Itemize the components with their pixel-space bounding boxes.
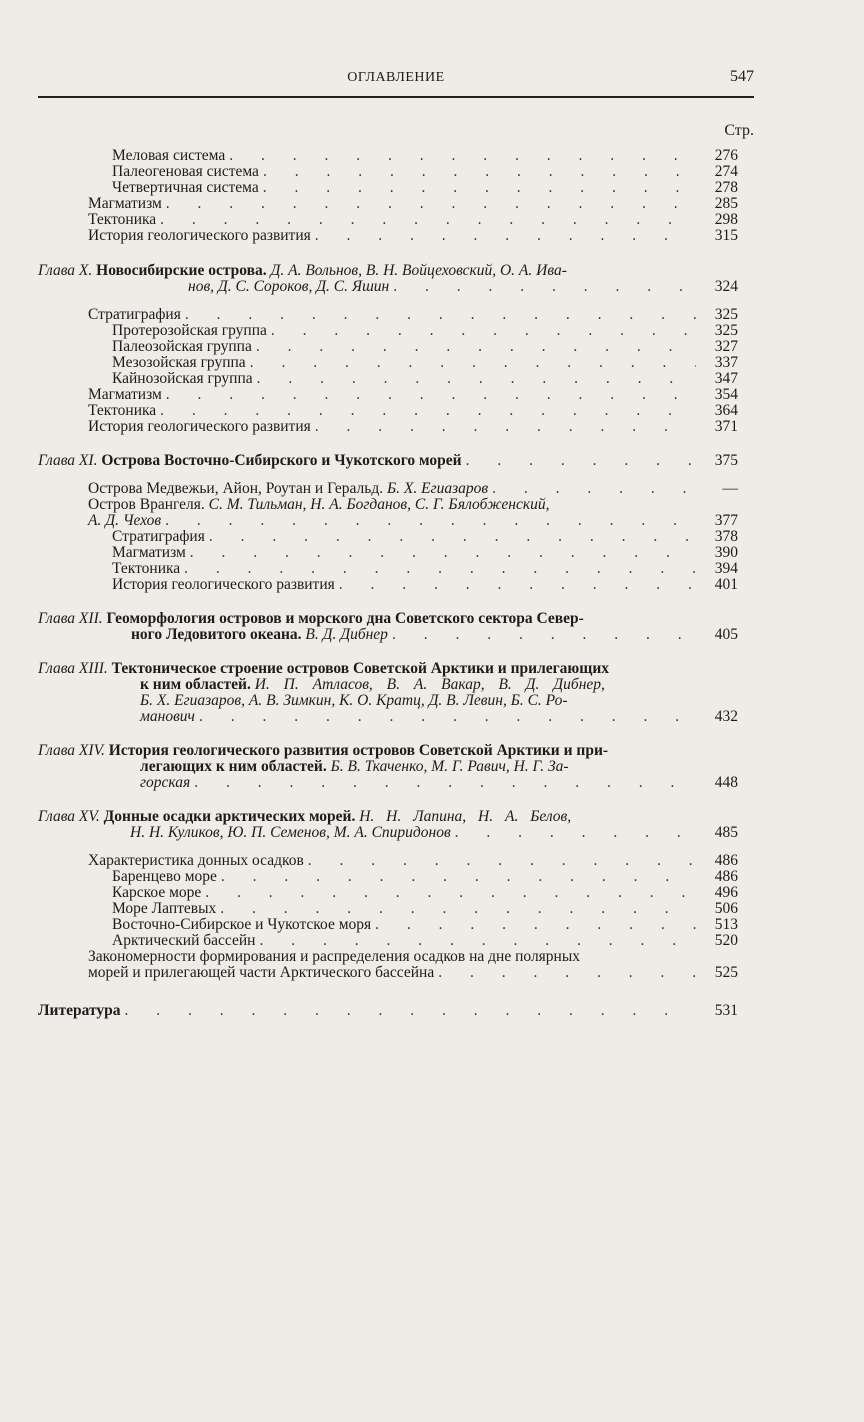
entry-authors: Б. Х. Егиазаров (386, 480, 489, 497)
toc-entry-line (38, 497, 738, 513)
chapter-title: легающих к ним областей. (140, 758, 327, 775)
entry-page: 496 (714, 884, 738, 901)
entry-title: Литература (38, 1002, 121, 1019)
entry-title: Восточно-Сибирское и Чукотское моря (112, 916, 372, 933)
entry-page: 285 (714, 195, 738, 212)
leader-dots (165, 513, 696, 529)
chapter-heading (38, 262, 738, 279)
leader-dots (257, 371, 696, 387)
entry-page: — (722, 480, 738, 497)
chapter-x (38, 262, 738, 435)
entry-page: 371 (714, 418, 738, 435)
entry-page: 485 (714, 824, 738, 841)
entry-page: 520 (714, 932, 738, 949)
entry-title: Четвертичная система (112, 179, 259, 196)
entry-page: 274 (714, 163, 738, 180)
toc-entry (38, 419, 738, 435)
chapter-title-cont (140, 677, 605, 693)
chapter-authors: Б. В. Ткаченко, М. Г. Равич, Н. Г. За- (330, 758, 569, 775)
chapter-title: Донные осадки арктических морей. (103, 808, 356, 825)
toc-entry (38, 965, 738, 981)
leader-dots (229, 148, 696, 164)
chapter-title: Тектоническое строение островов Советской Арктики и прилегающих (111, 660, 610, 677)
toc-entry (38, 196, 738, 212)
chapter-heading (38, 611, 738, 627)
chapter-xiv (38, 743, 738, 791)
entry-title-text: Остров Врангеля. (88, 496, 205, 513)
leader-dots (205, 885, 696, 901)
chapter-heading-line (38, 759, 738, 775)
leader-dots (166, 387, 696, 403)
chapter-authors: И. П. Атласов, В. А. Вакар, В. Д. Дибнер, (254, 676, 605, 693)
entry-page: 278 (714, 179, 738, 196)
chapter-title-cont (140, 759, 569, 775)
header-rule (38, 96, 754, 98)
entry-title: морей и прилегающей части Арктического бассейна (88, 964, 435, 981)
entry-title: Тектоника (88, 402, 157, 419)
entry-page: 377 (714, 512, 738, 529)
entry-title: Тектоника (112, 560, 181, 577)
leader-dots (220, 901, 696, 917)
leader-dots (375, 917, 696, 933)
entry-page: 390 (714, 544, 738, 561)
chapter-label: Глава X. (38, 262, 93, 279)
entry-title: Палеозойская группа (112, 338, 252, 355)
chapter-label: Глава XII. (38, 610, 103, 627)
running-header (38, 66, 754, 92)
toc-entry (38, 148, 738, 164)
leader-dots (185, 307, 696, 323)
leader-dots (392, 627, 696, 643)
entry-title: Тектоника (88, 211, 157, 228)
entry-page: 394 (714, 560, 738, 577)
chapter-heading-text (38, 262, 567, 279)
entry-page: 405 (714, 626, 738, 643)
entry-title: Магматизм (88, 195, 162, 212)
leader-dots (339, 577, 696, 593)
chapter-authors: Б. Х. Егиазаров, А. В. Зимкин, К. О. Кратц, Д. В. Левин, Б. С. Ро- (140, 692, 568, 709)
entry-page: 506 (714, 900, 738, 917)
leader-dots (166, 196, 696, 212)
toc-entry (38, 561, 738, 577)
toc-entry (38, 853, 738, 869)
chapter-title: Геоморфология островов и морского дна Советского сектора Север- (106, 610, 584, 627)
entry-title: Море Лаптевых (112, 900, 217, 917)
toc-entry (38, 180, 738, 196)
entry-page: 354 (714, 386, 738, 403)
entry-page: 486 (714, 852, 738, 869)
toc-entry (38, 403, 738, 419)
entry-title: История геологического развития (88, 418, 311, 435)
entry-title-text: Острова Медвежьи, Айон, Роутан и Геральд. (88, 480, 384, 497)
entry-title: Магматизм (112, 544, 186, 561)
entry-page: 525 (714, 964, 738, 981)
toc-entry (38, 529, 738, 545)
leader-dots (315, 419, 696, 435)
leader-dots (308, 853, 696, 869)
entry-title: Арктический бассейн (112, 932, 256, 949)
chapter-authors: Н. Н. Куликов, Ю. П. Семенов, М. А. Спиридонов (130, 824, 451, 841)
leader-dots (438, 965, 696, 981)
leader-dots (466, 453, 696, 469)
chapter-title: Острова Восточно-Сибирского и Чукотского морей (101, 452, 462, 469)
header-title: ОГЛАВЛЕНИЕ (347, 70, 445, 85)
chapter-authors: В. Д. Дибнер (305, 626, 388, 643)
entry-title: Меловая система (112, 147, 226, 164)
entry-page: 315 (714, 227, 738, 244)
leader-dots (124, 1003, 696, 1019)
entry-page: 337 (714, 354, 738, 371)
toc-entry-literature (38, 1003, 738, 1019)
toc-entry (38, 627, 738, 643)
toc-entry (38, 513, 738, 529)
entry-page: 325 (714, 306, 738, 323)
entry-title: Палеогеновая система (112, 163, 259, 180)
toc-entry (38, 339, 738, 355)
leader-dots (259, 933, 696, 949)
chapter-title: ного Ледовитого океана. (131, 626, 302, 643)
table-of-contents (38, 148, 738, 1019)
toc-entry (38, 775, 738, 791)
entry-page: 375 (714, 452, 738, 469)
leader-dots (194, 775, 696, 791)
entry-title: Характеристика донных осадков (88, 852, 304, 869)
entry-page: 324 (714, 278, 738, 295)
toc-entry (38, 355, 738, 371)
chapter-title: к ним областей. (140, 676, 251, 693)
leader-dots (160, 212, 696, 228)
leader-dots (184, 561, 696, 577)
chapter-authors: горская (140, 774, 191, 791)
toc-entry (38, 545, 738, 561)
leader-dots (315, 228, 696, 244)
toc-entry (38, 577, 738, 593)
entry-authors: А. Д. Чехов (88, 512, 162, 529)
toc-entry (38, 481, 738, 497)
entry-page: 432 (714, 708, 738, 725)
entry-page: 448 (714, 774, 738, 791)
entry-title (88, 497, 549, 513)
entry-page: 327 (714, 338, 738, 355)
leader-dots (209, 529, 696, 545)
chapter-title: История геологического развития островов Советской Арктики и при- (108, 742, 609, 759)
entry-title: Стратиграфия (112, 528, 205, 545)
entry-page: 276 (714, 147, 738, 164)
page-number: 547 (730, 68, 754, 85)
entry-authors: С. М. Тильман, Н. А. Богданов, С. Г. Бялобженский, (208, 496, 550, 513)
entry-title: Карское море (112, 884, 202, 901)
entry-page: 513 (714, 916, 738, 933)
chapter-heading-line (38, 693, 738, 709)
chapter-label: Глава XV. (38, 808, 100, 825)
toc-entry (38, 212, 738, 228)
entry-title: История геологического развития (112, 576, 335, 593)
entry-title: Кайнозойская группа (112, 370, 253, 387)
entry-page: 378 (714, 528, 738, 545)
chapter-title-cont (131, 627, 388, 643)
toc-entry (38, 885, 738, 901)
toc-entry (38, 933, 738, 949)
leader-dots (256, 339, 696, 355)
toc-entry (38, 825, 738, 841)
chapter-heading-text (38, 809, 571, 825)
chapter-sections (38, 307, 738, 435)
chapter-xv (38, 809, 738, 981)
chapter-xi (38, 453, 738, 593)
chapter-heading (38, 809, 738, 825)
toc-entry (38, 279, 738, 295)
chapter-heading (38, 661, 738, 677)
chapter-heading-text (38, 611, 584, 627)
leader-dots (250, 355, 696, 371)
chapter-label: Глава XIII. (38, 660, 108, 677)
leader-dots (221, 869, 696, 885)
toc-entry (38, 901, 738, 917)
leader-dots (160, 403, 696, 419)
toc-entry-line (38, 949, 738, 965)
leader-dots (393, 279, 696, 295)
page-column-label: Стр. (724, 122, 754, 139)
chapter-sections (38, 853, 738, 981)
leader-dots (271, 323, 696, 339)
toc-entry (38, 387, 738, 403)
toc-entry (38, 307, 738, 323)
chapter-label: Глава XI. (38, 452, 98, 469)
chapter-xiii (38, 661, 738, 725)
entry-title: Магматизм (88, 386, 162, 403)
leader-dots (455, 825, 696, 841)
toc-entry (38, 869, 738, 885)
entry-page: 486 (714, 868, 738, 885)
chapter-authors: нов, Д. С. Сороков, Д. С. Яшин (188, 278, 390, 295)
leader-dots (263, 164, 696, 180)
entry-title: Стратиграфия (88, 306, 181, 323)
entry-page: 325 (714, 322, 738, 339)
chapter-heading-text (38, 743, 608, 759)
leader-dots (199, 709, 696, 725)
chapter-authors: Д. А. Вольнов, В. Н. Войцеховский, О. А. Ива- (270, 262, 567, 279)
toc-entry (38, 917, 738, 933)
toc-entry (38, 228, 738, 244)
entry-page: 364 (714, 402, 738, 419)
leader-dots (492, 481, 696, 497)
entry-title: Баренцево море (112, 868, 217, 885)
chapter-heading-text (38, 661, 609, 677)
entry-title (88, 481, 488, 497)
entry-title: История геологического развития (88, 227, 311, 244)
entry-title: Закономерности формирования и распределения осадков на дне полярных (88, 948, 581, 965)
toc-entry (38, 323, 738, 339)
entry-page: 401 (714, 576, 738, 593)
chapter-authors: манович (140, 708, 195, 725)
toc-entry (38, 164, 738, 180)
chapter-title: Новосибирские острова. (96, 262, 267, 279)
chapter-heading (38, 743, 738, 759)
chapter-authors: Н. Н. Лапина, Н. А. Белов, (359, 808, 572, 825)
chapter-heading-line (38, 677, 738, 693)
entry-page: 347 (714, 370, 738, 387)
chapter-label: Глава XIV. (38, 742, 105, 759)
chapter-heading-text (38, 453, 462, 469)
entry-page: 531 (714, 1002, 738, 1019)
leader-dots (263, 180, 696, 196)
chapter-xii (38, 611, 738, 643)
entry-title: Мезозойская группа (112, 354, 246, 371)
chapter-sections (38, 481, 738, 593)
toc-entry (38, 371, 738, 387)
entry-page: 298 (714, 211, 738, 228)
toc-entry (38, 453, 738, 469)
leader-dots (190, 545, 696, 561)
toc-entry (38, 709, 738, 725)
entry-title: Протерозойская группа (112, 322, 267, 339)
